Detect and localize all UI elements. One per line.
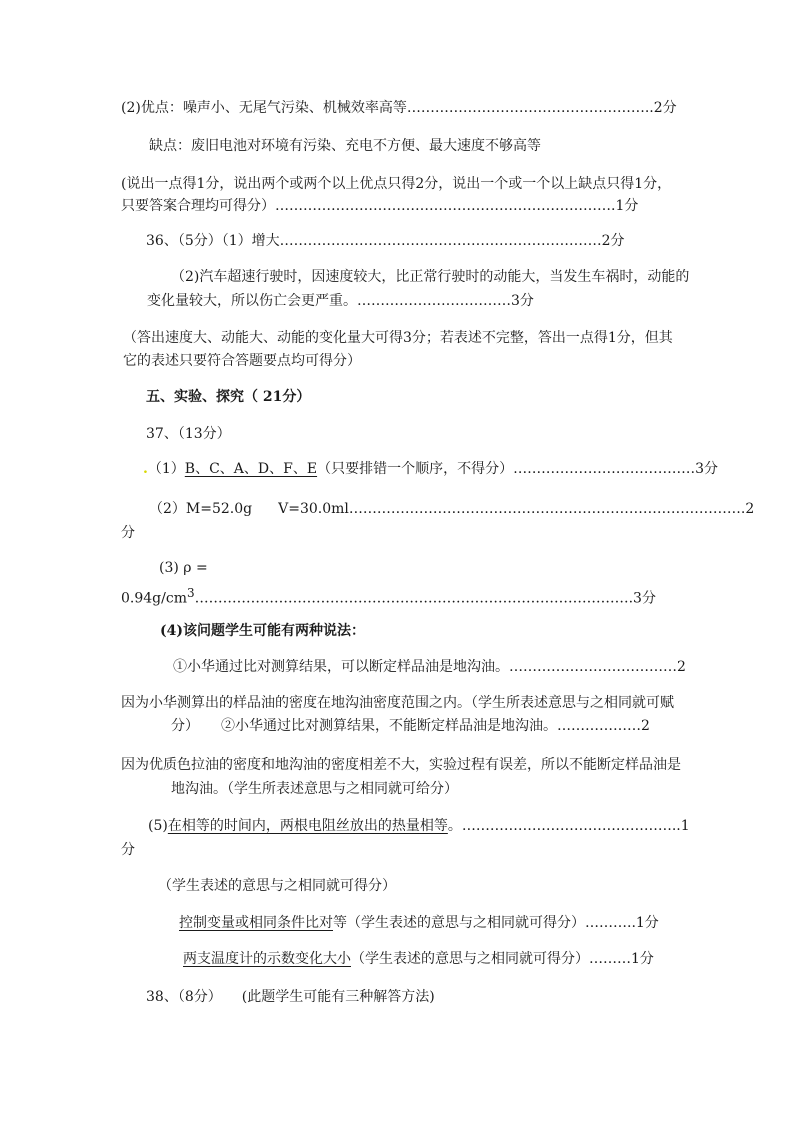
section-heading-experiment: 五、实验、探究（ 21分）: [146, 389, 311, 405]
line-q38-header: [146, 987, 435, 1007]
part-rest: ………………………………………………………………………………….3分: [194, 590, 656, 607]
line-q36-part1: 36、（5分）（1）增大……………………………………………………………2分: [146, 233, 625, 249]
method-answer: 控制变量或相同条件比对: [179, 915, 333, 931]
line-q37-part4-reason1: 因为小华测算出的样品油的密度在地沟油密度范围之内。（学生所表述意思与之相同就可赋: [121, 695, 674, 711]
part-rest: （只要排错一个顺序，不得分）…………………………………3分: [317, 461, 718, 477]
volume-value: V=30.0ml………………………………………………………………………….2: [278, 501, 755, 517]
line-q37-part4-opinion2: [171, 716, 650, 736]
line-q37-part5-score: 分: [121, 842, 135, 858]
line-q36-part2-b: 变化量较大，所以伤亡会更严重。……………………………3分: [147, 293, 534, 309]
line-q36-part2-a: （2)汽车超速行驶时，因速度较大，比正常行驶时的动能大，当发生车祸时，动能的: [171, 269, 690, 285]
line-q37-part2-score: 分: [121, 525, 135, 541]
observe-answer: 两支温度计的示数变化大小: [183, 951, 351, 967]
line-q37-method: [179, 913, 659, 933]
line-q37-header: 37、（13分）: [146, 426, 231, 442]
score-unit: 分）: [171, 718, 199, 734]
part-number: (5): [148, 818, 168, 834]
line-disadvantages: 缺点：废旧电池对环境有污染、充电不方便、最大速度不够高等: [149, 138, 541, 154]
method-rest: 等（学生表述的意思与之相同就可得分）………..1分: [333, 915, 659, 931]
part-rest: 。………………………………………..1: [447, 818, 690, 834]
line-q37-part2: [149, 499, 754, 519]
line-q37-part4-reason2: 因为优质色拉油的密度和地沟油的密度相差不大，实验过程有误差，所以不能断定样品油是: [121, 757, 681, 773]
line-scoring-note-1: (说出一点得1分，说出两个或两个以上优点只得2分，说出一个或一个以上缺点只得1分，: [121, 176, 672, 192]
line-q37-part4-opinion1: ①小华通过比对测算结果，可以断定样品油是地沟油。………………………………2: [173, 659, 686, 675]
line-q37-part3-value: [121, 583, 656, 609]
line-q37-observe: [183, 949, 654, 969]
line-q37-part3: (3) ρ =: [159, 560, 208, 576]
line-q37-part4-title: (4)该问题学生可能有两种说法：: [160, 623, 365, 639]
yellow-mark: .: [143, 461, 148, 477]
line-q37-part1: [143, 459, 718, 479]
line-q36-note-1: （答出速度大、动能大、动能的变化量大可得3分；若表述不完整，答出一点得1分，但其: [123, 330, 673, 346]
line-q37-part5: [148, 816, 690, 836]
line-q37-part4-reason2-end: 地沟油。（学生所表述意思与之相同就可给分）: [171, 781, 458, 797]
mass-value: （2）M=52.0g: [149, 501, 253, 517]
q38-note: (此题学生可能有三种解答方法): [241, 989, 435, 1005]
line-scoring-note-2: 只要答案合理均可得分）……………………………………………………………….1分: [121, 198, 639, 214]
step-order-answer: B、C、A、D、F、E: [184, 461, 318, 477]
line-q37-part5-note: （学生表述的意思与之相同就可得分）: [158, 878, 396, 894]
q38-label: 38、（8分）: [146, 989, 222, 1005]
part5-answer: 在相等的时间内，两根电阻丝放出的热量相等: [167, 818, 448, 834]
cube-superscript: 3: [186, 586, 195, 600]
opinion2-text: ②小华通过比对测算结果，不能断定样品油是地沟油。………………2: [221, 718, 650, 734]
part-number: （1）: [147, 461, 185, 477]
density-value: 0.94g/cm: [121, 590, 187, 607]
line-advantages: (2)优点：噪声小、无尾气污染、机械效率高等……………………………………………..2分: [121, 100, 677, 116]
line-q36-note-2: 它的表述只要符合答题要点均可得分）: [123, 353, 361, 369]
observe-rest: （学生表述的意思与之相同就可得分）………1分: [351, 951, 654, 967]
